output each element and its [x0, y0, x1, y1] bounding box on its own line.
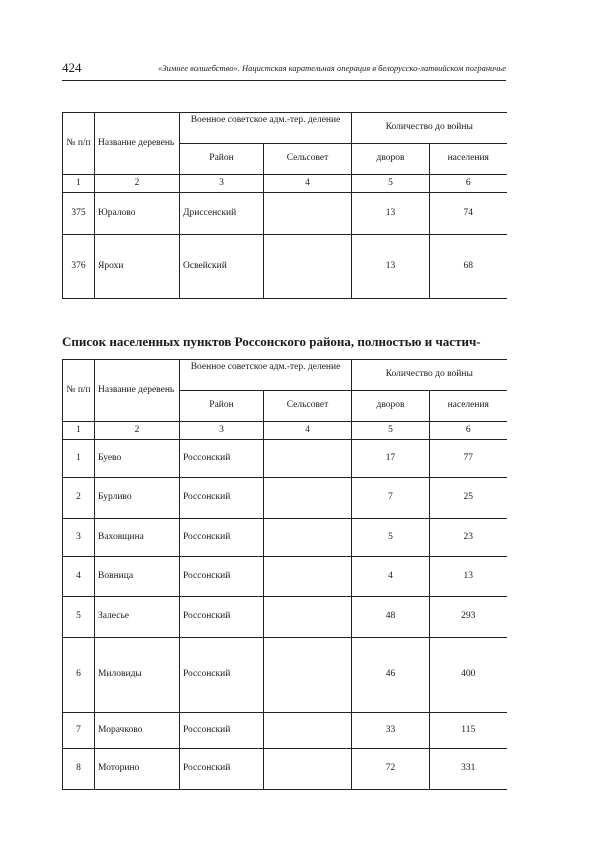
header-district: Район	[180, 144, 264, 175]
cell-name: Ярохи	[95, 235, 180, 299]
header-selsovet: Сельсовет	[264, 144, 352, 175]
header-name: Название деревень	[95, 113, 180, 175]
cell-households: 13	[352, 235, 430, 299]
col-index: 4	[264, 175, 352, 193]
cell-name: Морачково	[95, 713, 180, 749]
cell-district: Россонский	[180, 519, 264, 557]
header-military: Военное советское адм.-тер. деление	[180, 360, 352, 391]
cell-selsovet	[264, 440, 352, 478]
cell-district: Россонский	[180, 440, 264, 478]
table-row	[63, 235, 507, 299]
col-index: 6	[430, 175, 507, 193]
cell-district: Освейский	[180, 235, 264, 299]
cell-district: Россонский	[180, 749, 264, 790]
rossony-villages-table	[62, 359, 507, 790]
cell-name: Ваховщина	[95, 519, 180, 557]
cell-district: Дриссенский	[180, 193, 264, 235]
cell-households: 72	[352, 749, 430, 790]
cell-population: 23	[430, 519, 507, 557]
col-index: 2	[95, 175, 180, 193]
cell-population: 115	[430, 713, 507, 749]
cell-population: 68	[430, 235, 507, 299]
cell-district: Россонский	[180, 638, 264, 713]
header-prewar: Количество до войны	[352, 360, 507, 391]
header-households: дворов	[352, 144, 430, 175]
col-index: 6	[430, 422, 507, 440]
table-row	[63, 749, 507, 790]
table-body	[63, 193, 507, 299]
cell-selsovet	[264, 235, 352, 299]
running-title: «Зимнее волшебство». Нацистская карательная операция в белорусско-латвийском пограничье	[158, 63, 506, 73]
cell-population: 400	[430, 638, 507, 713]
cell-selsovet	[264, 713, 352, 749]
header-population: населения	[430, 144, 507, 175]
col-index: 1	[63, 422, 95, 440]
col-index: 1	[63, 175, 95, 193]
cell-population: 77	[430, 440, 507, 478]
cell-name: Моторино	[95, 749, 180, 790]
column-index-row	[63, 175, 507, 193]
header-households: дворов	[352, 391, 430, 422]
cell-name: Вовница	[95, 557, 180, 597]
cell-population: 331	[430, 749, 507, 790]
table-row	[63, 478, 507, 519]
cell-households: 7	[352, 478, 430, 519]
cell-population: 25	[430, 478, 507, 519]
col-index: 3	[180, 422, 264, 440]
cell-households: 48	[352, 597, 430, 638]
cell-name: Залесье	[95, 597, 180, 638]
cell-num: 4	[63, 557, 95, 597]
header-name: Название деревень	[95, 360, 180, 422]
table-header	[63, 113, 507, 193]
cell-households: 5	[352, 519, 430, 557]
col-index: 3	[180, 175, 264, 193]
header-military: Военное советское адм.-тер. деление	[180, 113, 352, 144]
column-index-row	[63, 422, 507, 440]
table-row	[63, 193, 507, 235]
cell-num: 8	[63, 749, 95, 790]
cell-num: 7	[63, 713, 95, 749]
cell-num: 376	[63, 235, 95, 299]
table-row	[63, 557, 507, 597]
cell-households: 46	[352, 638, 430, 713]
table-body	[63, 440, 507, 790]
table-row	[63, 638, 507, 713]
cell-selsovet	[264, 638, 352, 713]
cell-num: 3	[63, 519, 95, 557]
cell-name: Буево	[95, 440, 180, 478]
cell-name: Бурливо	[95, 478, 180, 519]
col-index: 2	[95, 422, 180, 440]
cell-name: Юралово	[95, 193, 180, 235]
cell-selsovet	[264, 597, 352, 638]
header-prewar: Количество до войны	[352, 113, 507, 144]
cell-selsovet	[264, 749, 352, 790]
cell-selsovet	[264, 519, 352, 557]
cell-name: Миловиды	[95, 638, 180, 713]
header-num: № п/п	[63, 113, 95, 175]
cell-num: 5	[63, 597, 95, 638]
table-row	[63, 440, 507, 478]
cell-num: 2	[63, 478, 95, 519]
header-selsovet: Сельсовет	[264, 391, 352, 422]
col-index: 5	[352, 422, 430, 440]
page-number: 424	[62, 60, 82, 75]
cell-households: 13	[352, 193, 430, 235]
cell-num: 375	[63, 193, 95, 235]
table-header	[63, 360, 507, 440]
cell-num: 1	[63, 440, 95, 478]
header-district: Район	[180, 391, 264, 422]
cell-selsovet	[264, 557, 352, 597]
cell-num: 6	[63, 638, 95, 713]
cell-households: 33	[352, 713, 430, 749]
cell-selsovet	[264, 193, 352, 235]
col-index: 5	[352, 175, 430, 193]
villages-table-continued	[62, 112, 507, 299]
cell-district: Россонский	[180, 478, 264, 519]
cell-selsovet	[264, 478, 352, 519]
cell-households: 17	[352, 440, 430, 478]
cell-district: Россонский	[180, 557, 264, 597]
table-row	[63, 519, 507, 557]
header-num: № п/п	[63, 360, 95, 422]
header-population: населения	[430, 391, 507, 422]
cell-population: 13	[430, 557, 507, 597]
cell-population: 74	[430, 193, 507, 235]
table-row	[63, 713, 507, 749]
cell-district: Россонский	[180, 713, 264, 749]
col-index: 4	[264, 422, 352, 440]
section-title: Список населенных пунктов Россонского района, полностью и частич-	[62, 334, 481, 349]
table-row	[63, 597, 507, 638]
cell-households: 4	[352, 557, 430, 597]
cell-population: 293	[430, 597, 507, 638]
cell-district: Россонский	[180, 597, 264, 638]
running-header	[62, 58, 506, 81]
